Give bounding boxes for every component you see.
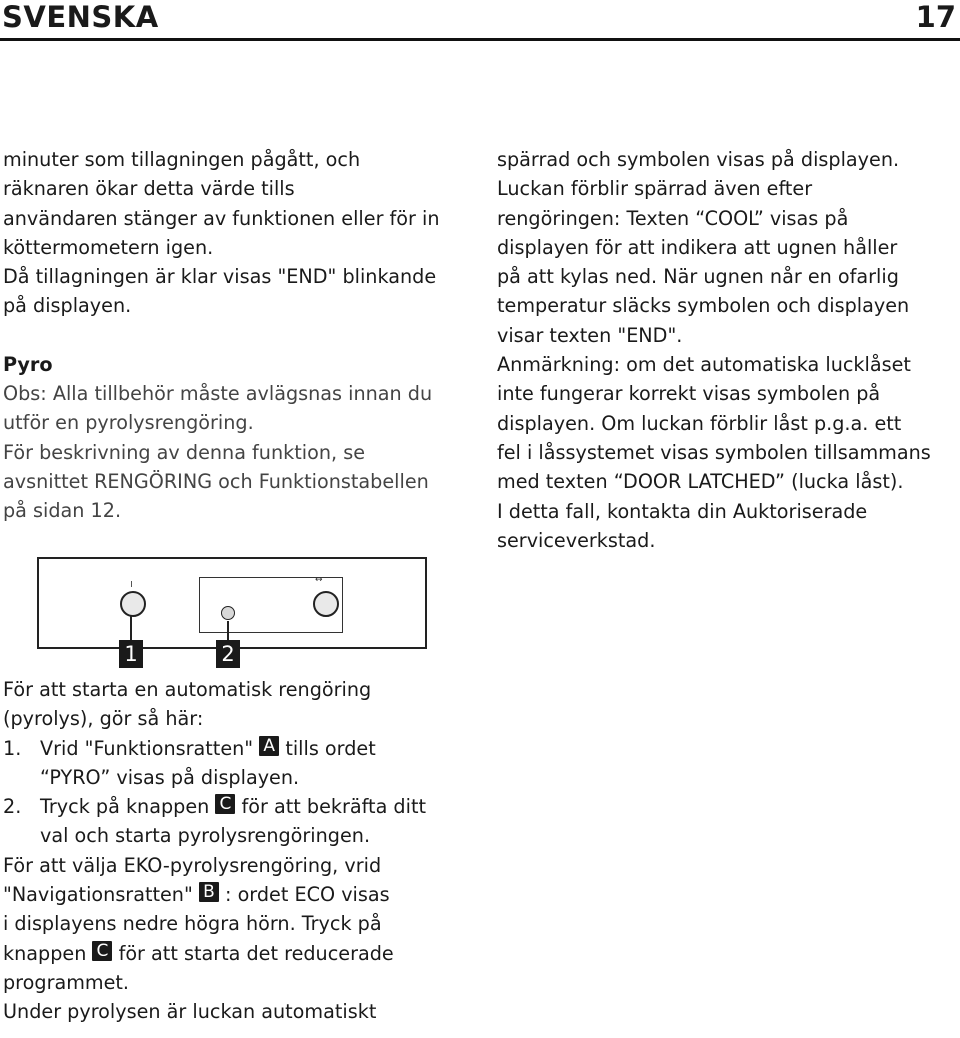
text-line: Under pyrolysen är luckan automatiskt — [3, 1000, 377, 1024]
text-line: med texten “DOOR LATCHED” (lucka låst). — [497, 470, 904, 494]
text-line: displayen. Om luckan förblir låst p.g.a. ett — [497, 411, 902, 435]
list-item — [3, 734, 473, 763]
text-span: Tryck på knappen — [40, 795, 216, 819]
text-line: avsnittet RENGÖRING och Funktionstabellen — [3, 469, 429, 493]
label-box: B — [199, 882, 219, 902]
step-number: 2. — [3, 795, 22, 819]
navigation-knob — [313, 591, 339, 617]
text-line: spärrad och symbolen visas på displayen. — [497, 148, 900, 171]
text-line: Anmärkning: om det automatiska lucklåset — [497, 353, 911, 377]
text-span: knappen — [3, 941, 93, 965]
text-line: på displayen. — [3, 294, 132, 318]
text-line: programmet. — [3, 970, 130, 994]
knob-marker — [131, 581, 132, 587]
text-span: "Navigationsratten" — [3, 883, 199, 907]
text-line: köttermometern igen. — [3, 235, 214, 259]
callout-label: 1 — [119, 640, 143, 668]
step-number: 1. — [3, 736, 22, 760]
text-line: För att starta en automatisk rengöring — [3, 678, 372, 701]
label-box: A — [259, 736, 279, 756]
section-title: SVENSKA — [2, 0, 159, 34]
text-line: (pyrolys), gör så här: — [3, 707, 204, 731]
text-line: Luckan förblir spärrad även efter — [497, 177, 813, 201]
text-line — [3, 939, 473, 968]
arrows-icon: ↔ — [315, 575, 323, 585]
text-line: serviceverkstad. — [497, 528, 656, 552]
text-line: val och starta pyrolysrengöringen. — [40, 824, 371, 848]
text-line: visar texten "END". — [497, 323, 683, 347]
page-header — [0, 0, 960, 41]
bottom-column — [3, 675, 473, 1027]
control-panel-diagram — [0, 555, 440, 675]
text-line: användaren stänger av funktionen eller för in — [3, 206, 440, 230]
section-heading: Pyro — [3, 352, 53, 376]
text-line: displayen för att indikera att ugnen håller — [497, 235, 898, 259]
text-line: I detta fall, kontakta din Auktoriserade — [497, 499, 868, 523]
text-line: på sidan 12. — [3, 499, 122, 523]
text-line: fel i låssystemet visas symbolen tillsammans — [497, 440, 931, 464]
text-line: räknaren ökar detta värde tills — [3, 177, 295, 201]
text-line: i displayens nedre högra hörn. Tryck på — [3, 912, 382, 936]
page-number: 17 — [915, 0, 956, 34]
text-line: minuter som tillagningen pågått, och — [3, 148, 361, 171]
text-span: för att starta det reducerade — [112, 941, 394, 965]
text-line: utför en pyrolysrengöring. — [3, 411, 254, 435]
label-box: C — [92, 941, 112, 961]
text-line: inte fungerar korrekt visas symbolen på — [497, 382, 881, 406]
right-column — [497, 145, 957, 555]
text-line: Obs: Alla tillbehör måste avlägsnas innan du — [3, 382, 433, 406]
text-line: För att välja EKO-pyrolysrengöring, vrid — [3, 853, 382, 877]
text-line: “PYRO” visas på displayen. — [40, 765, 300, 789]
text-line — [3, 880, 473, 909]
text-line: rengöringen: Texten “COOL” visas på — [497, 206, 849, 230]
text-line: För beskrivning av denna funktion, se — [3, 440, 365, 464]
callout-label: 2 — [216, 640, 240, 668]
text-line: Då tillagningen är klar visas "END" blinkande — [3, 265, 437, 289]
list-item — [3, 792, 473, 821]
label-box: C — [215, 794, 235, 814]
text-span: : ordet ECO visas — [218, 883, 390, 907]
text-line: temperatur släcks symbolen och displayen — [497, 294, 910, 318]
text-span: Vrid "Funktionsratten" — [40, 736, 260, 760]
text-span: tills ordet — [279, 736, 376, 760]
confirm-button — [221, 606, 235, 620]
text-span: för att bekräfta ditt — [235, 795, 426, 819]
control-panel — [37, 557, 427, 649]
text-line: på att kylas ned. När ugnen når en ofarlig — [497, 265, 899, 289]
function-knob — [120, 591, 146, 617]
left-column — [3, 145, 473, 526]
